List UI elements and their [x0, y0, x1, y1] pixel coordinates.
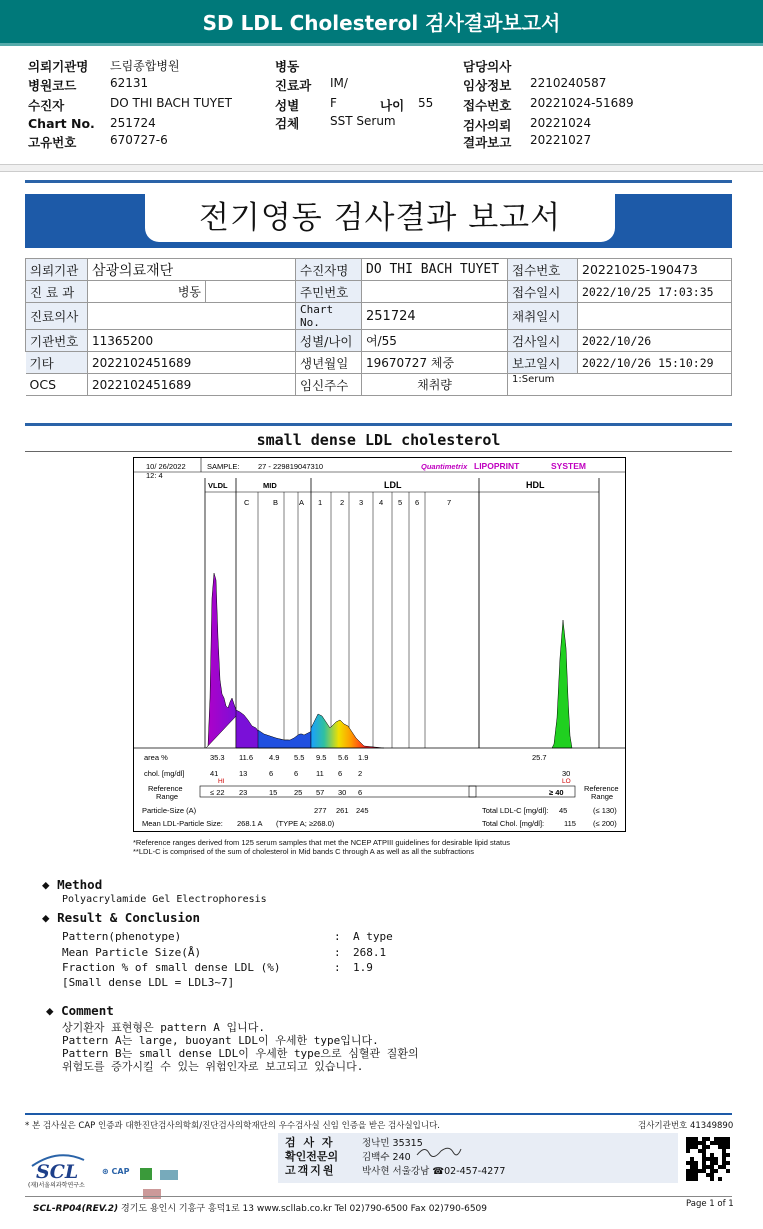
lipoprint-svg — [134, 458, 625, 831]
comment-line-3: Pattern B는 small dense LDL이 우세한 type으로 심혈관 질환의 — [62, 1047, 419, 1060]
top3-label-2: 접수번호 — [463, 98, 512, 113]
total-ldlc-ref: (≤ 130) — [593, 806, 617, 815]
inst-number: 검사기관번호 41349890 — [638, 1121, 734, 1131]
top3-value-4: 20221027 — [530, 133, 592, 147]
birth-weight — [362, 352, 508, 374]
ps-value-2: 245 — [356, 806, 369, 815]
test-date-value: 2022/10/26 — [578, 330, 732, 352]
band-label-4: 4 — [379, 498, 384, 507]
vldl-flag: HI — [218, 778, 225, 785]
area-value-3: 5.5 — [294, 753, 305, 762]
top-label-2: 수진자 — [28, 98, 65, 113]
page-title: SD LDL Cholesterol 검사결과보고서 — [0, 0, 763, 46]
result-colon-2: : — [334, 946, 341, 959]
result-value-1: A type — [353, 930, 393, 943]
top3-label-4: 결과보고 — [463, 135, 512, 150]
hdl-ref-label-2: Range — [591, 792, 614, 801]
accreditation-logos — [140, 1165, 204, 1179]
report-date-label: 보고일시 — [508, 352, 578, 374]
divider — [25, 423, 732, 426]
top-value-1: 62131 — [110, 76, 149, 90]
page-number: Page 1 of 1 — [686, 1199, 734, 1209]
hdl-ref-label-1: Reference — [584, 784, 619, 793]
result-label-2: Mean Particle Size(Å) — [62, 946, 202, 959]
result-value-2: 268.1 — [353, 946, 387, 959]
signature-svg — [415, 1143, 463, 1159]
area-value-2: 4.9 — [269, 753, 280, 762]
total-chol-ref: (≤ 200) — [593, 819, 617, 828]
group-ldl: LDL — [384, 480, 402, 490]
brand-name: LIPOPRINT — [474, 461, 520, 471]
chol-label: chol. [mg/dl] — [144, 769, 185, 778]
ps-value-0: 277 — [314, 806, 327, 815]
staff-name-2: 김백수 240 — [362, 1152, 411, 1163]
staff-role-1: 검 사 자 — [285, 1136, 335, 1149]
chol-value-3: 6 — [294, 769, 299, 778]
doctor-value — [88, 303, 296, 330]
sample-value: 27 - 229819047310 — [258, 462, 324, 471]
area-value-1: 11.6 — [239, 753, 254, 762]
scl-logo-text: SCL — [36, 1161, 79, 1183]
result-label-1: Pattern(phenotype) — [62, 930, 182, 943]
patient-value: DO THI BACH TUYET — [362, 259, 508, 281]
etc-value: 2022102451689 — [88, 352, 296, 374]
signature — [415, 1143, 463, 1159]
inst-no-label: 기관번호 — [26, 330, 88, 352]
top2-label-3: 검체 — [275, 116, 300, 131]
chart-label: Chart No. — [296, 303, 362, 330]
report-title: 전기영동 검사결과 보고서 — [198, 200, 562, 236]
address: 경기도 용인시 기흥구 흥덕1로 13 www.scllab.co.kr Tel 02)790-6500 Fax 02)790-6509 — [121, 1204, 487, 1214]
brand-suffix: SYSTEM — [551, 461, 586, 471]
ref-value-1: 23 — [239, 788, 248, 797]
band-label-A: A — [299, 498, 305, 507]
inst-no-value: 11365200 — [88, 330, 296, 352]
pregnancy-label: 임신주수 — [296, 374, 362, 396]
band-label-2: 2 — [340, 498, 345, 507]
ref-value-0: ≤ 22 — [210, 788, 225, 797]
ref-value-3: 25 — [294, 788, 303, 797]
top-value-2: DO THI BACH TUYET — [110, 96, 233, 110]
top3-label-1: 임상정보 — [463, 78, 512, 93]
reception-no-label: 접수번호 — [508, 259, 578, 281]
reception-date-label: 접수일시 — [508, 281, 578, 303]
mean-label: Mean LDL-Particle Size: — [142, 819, 223, 828]
hdl-ref: ≥ 40 — [549, 788, 564, 797]
accreditation-icon-2 — [143, 1189, 161, 1199]
chol-value-0: 41 — [210, 769, 219, 778]
total-chol-label: Total Chol. [mg/dl]: — [482, 819, 545, 828]
comment-line-4: 위험도를 증가시킬 수 있는 위험인자로 보고되고 있습니다. — [62, 1060, 364, 1073]
top-label-4: 고유번호 — [28, 135, 77, 150]
staff-name-3: 박사현 서울강남 ☎02-457-4277 — [362, 1166, 506, 1177]
mean-type: (TYPE A; ≥268.0) — [276, 819, 335, 828]
chol-value-5: 6 — [338, 769, 343, 778]
top-value-4: 670727-6 — [110, 133, 168, 147]
etc-label: 기타 — [26, 352, 88, 374]
dept-label: 진 료 과 — [26, 281, 88, 303]
top2-value-2: F — [330, 96, 337, 110]
band-label-5: 5 — [398, 498, 403, 507]
sample-label: SAMPLE: — [207, 462, 240, 471]
staff-role-2: 확인전문의 — [285, 1150, 339, 1163]
area-value-4: 9.5 — [316, 753, 327, 762]
qr-code — [686, 1137, 730, 1181]
accreditation-icon — [160, 1170, 178, 1180]
top2-label-0: 병동 — [275, 59, 300, 74]
patient-label: 수진자명 — [296, 259, 362, 281]
method-heading: ◆ Method — [42, 877, 103, 892]
age-value: 55 — [418, 96, 434, 110]
hdl-area: 25.7 — [532, 753, 547, 762]
cert-text: * 본 검사실은 CAP 인증과 대한진단검사의학회/진단검사의학재단의 우수검사실 신임 인증을 받은 검사실입니다. — [25, 1121, 440, 1131]
top-label-0: 의뢰기관명 — [28, 59, 89, 74]
band-label-7: 7 — [447, 498, 452, 507]
lipoprint-chart — [133, 457, 626, 832]
group-hdl: HDL — [526, 480, 545, 490]
footnotes — [133, 838, 653, 856]
top-value-0: 드림종합병원 — [110, 59, 180, 73]
trace-mid-b — [258, 730, 311, 748]
divider — [25, 451, 732, 452]
divider — [25, 180, 732, 183]
staff-name-1: 정낙민 35315 — [362, 1138, 423, 1149]
mean-value: 268.1 A — [237, 819, 263, 828]
form-code: SCL-RP04(REV.2) — [33, 1204, 119, 1214]
footnote-2: **LDL-C is comprised of the sum of cholesterol in Mid bands C through A as well as all the subfractions — [133, 847, 475, 856]
ward-label: 병동 — [88, 281, 206, 303]
result-value-3: 1.9 — [353, 961, 373, 974]
lab-logo-icon — [140, 1168, 152, 1180]
area-label: area % — [144, 753, 168, 762]
band-label-C: C — [244, 498, 250, 507]
top3-value-2: 20221024-51689 — [530, 96, 634, 110]
top-label-1: 병원코드 — [28, 78, 77, 93]
top3-label-0: 담당의사 — [463, 59, 512, 74]
result-note: [Small dense LDL = LDL3~7] — [62, 976, 235, 989]
birth-value: 19670727 — [366, 356, 428, 370]
result-label-3: Fraction % of small dense LDL (%) — [62, 961, 281, 974]
total-ldlc: 45 — [559, 806, 568, 815]
chart-title: small dense LDL cholesterol — [256, 431, 501, 449]
cap-logo: ⊛ CAP — [102, 1167, 130, 1176]
top3-value-3: 20221024 — [530, 116, 592, 130]
chol-value-1: 13 — [239, 769, 248, 778]
top3-label-3: 검사의뢰 — [463, 118, 512, 133]
report-date-value: 2022/10/26 15:10:29 — [578, 352, 732, 374]
doctor-label: 진료의사 — [26, 303, 88, 330]
result-heading: ◆ Result & Conclusion — [42, 910, 201, 925]
brand-prefix: Quantimetrix — [421, 462, 468, 471]
top2-value-1: IM/ — [330, 76, 348, 90]
ref-value-5: 30 — [338, 788, 347, 797]
hdl-chol: 30 — [562, 769, 571, 778]
top-value-3: 251724 — [110, 116, 156, 130]
group-vldl: VLDL — [208, 481, 228, 490]
area-value-6: 1.9 — [358, 753, 369, 762]
ward-value — [206, 281, 296, 303]
total-ldlc-label: Total LDL-C [mg/dl]: — [482, 806, 549, 815]
ref-label-1: Reference — [148, 784, 183, 793]
staff-role-3: 고객지원 — [285, 1164, 336, 1177]
chol-value-2: 6 — [269, 769, 274, 778]
footer-line — [33, 1201, 487, 1214]
reception-date-value: 2022/10/25 17:03:35 — [578, 281, 732, 303]
collection-value — [578, 303, 732, 330]
scl-logo-sub: (재)서울의과학연구소 — [28, 1182, 85, 1189]
band-label-6: 6 — [415, 498, 420, 507]
reception-no-value: 20221025-190473 — [578, 259, 732, 281]
chart-value: 251724 — [362, 303, 508, 330]
divider — [25, 1113, 732, 1115]
band-label-B: B — [273, 498, 279, 507]
top3-value-1: 2210240587 — [530, 76, 607, 90]
ref-value-2: 15 — [269, 788, 278, 797]
birth-label: 생년월일 — [296, 352, 362, 374]
area-value-5: 5.6 — [338, 753, 349, 762]
ref-value-6: 6 — [358, 788, 363, 797]
top2-label-2: 성별 — [275, 98, 300, 113]
chol-value-4: 11 — [316, 769, 324, 778]
group-mid: MID — [263, 481, 277, 490]
top2-label-1: 진료과 — [275, 78, 312, 93]
area-value-0: 35.3 — [210, 753, 225, 762]
collect-amount-label: 채취량 — [362, 374, 508, 396]
ps-label: Particle-Size (A) — [142, 806, 197, 815]
age-label: 나이 — [380, 98, 405, 113]
sex-age-value: 여/55 — [362, 330, 508, 352]
ocs-value: 2022102451689 — [88, 374, 296, 396]
ocs-label: OCS — [26, 374, 88, 396]
trace-vldl — [206, 573, 238, 748]
institution-label: 의뢰기관 — [26, 259, 88, 281]
method-text: Polyacrylamide Gel Electrophoresis — [62, 894, 267, 905]
trace-hdl — [552, 620, 572, 748]
rrn-label: 주민번호 — [296, 281, 362, 303]
collection-label: 채취일시 — [508, 303, 578, 330]
total-chol: 115 — [564, 819, 576, 828]
chol-value-6: 2 — [358, 769, 363, 778]
patient-info-table — [25, 258, 732, 396]
weight-label: 체중 — [430, 356, 455, 370]
footnote-1: *Reference ranges derived from 125 serum samples that met the NCEP ATPIII guidelines for desirable lipid status — [133, 838, 510, 847]
result-colon-3: : — [334, 961, 341, 974]
sex-age-label: 성별/나이 — [296, 330, 362, 352]
chart-date: 10/ 26/2022 — [146, 462, 186, 471]
divider — [25, 1196, 732, 1197]
specimen-value: 1:Serum — [508, 374, 732, 396]
comment-heading: ◆ Comment — [46, 1003, 114, 1018]
band-label-3: 3 — [359, 498, 364, 507]
qr-code-svg — [686, 1137, 730, 1181]
comment-line-2: Pattern A는 large, buoyant LDL이 우세한 type입니다. — [62, 1034, 379, 1047]
institution-value: 삼광의료재단 — [88, 259, 296, 281]
section-separator — [0, 164, 763, 172]
chart-time: 12: 4 — [146, 471, 163, 480]
hdl-flag: LO — [562, 778, 571, 785]
comment-line-1: 상기환자 표현형은 pattern A 입니다. — [62, 1021, 265, 1034]
ps-value-1: 261 — [336, 806, 349, 815]
top-label-3: Chart No. — [28, 116, 95, 131]
rrn-value — [362, 281, 508, 303]
band-label-1: 1 — [318, 498, 323, 507]
ref-label-2: Range — [156, 792, 179, 801]
result-colon-1: : — [334, 930, 341, 943]
top2-value-3: SST Serum — [330, 114, 396, 128]
ref-value-4: 57 — [316, 788, 325, 797]
test-date-label: 검사일시 — [508, 330, 578, 352]
